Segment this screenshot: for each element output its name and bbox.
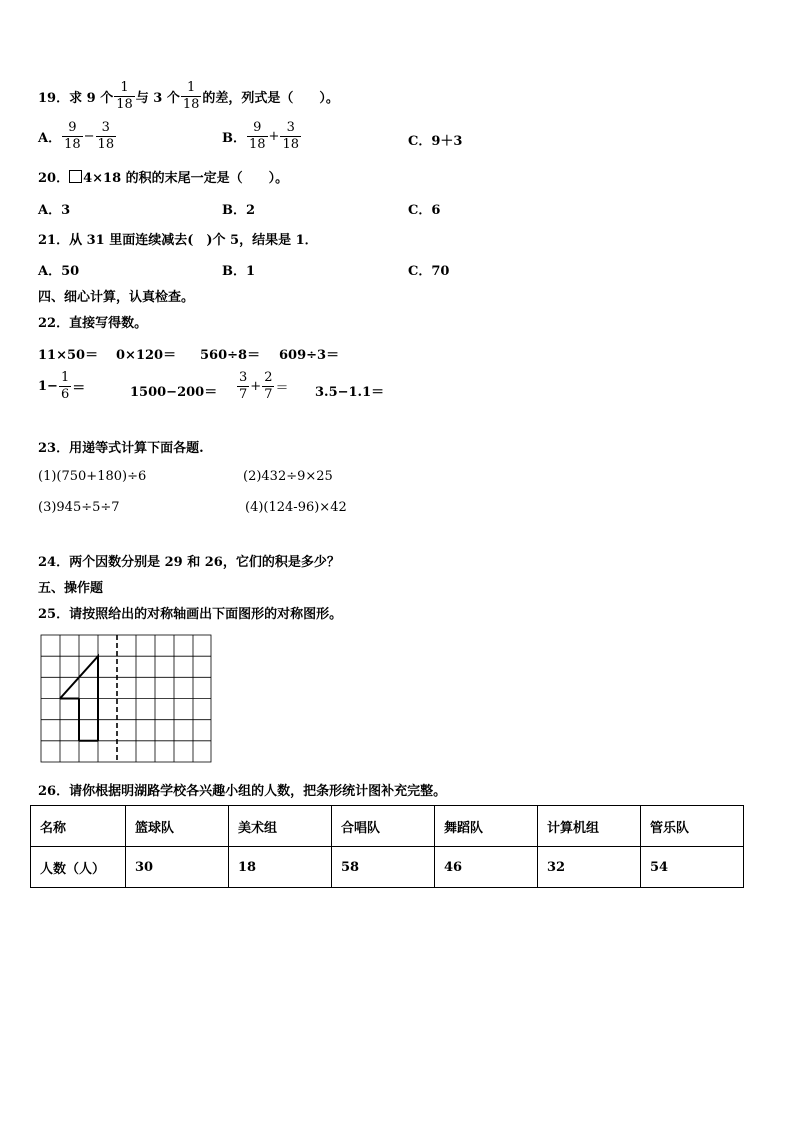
q23-problem-3: (3)945÷5÷7 <box>38 500 120 515</box>
q22-expr-1: 11×50＝ <box>38 348 99 363</box>
option-fraction: $\frac{3}{18}$ <box>97 120 115 152</box>
q22-expr-6: 1500−200＝ <box>130 385 218 400</box>
q20-text: 4×18 的积的末尾一定是（ ）。 <box>83 171 289 186</box>
table-cell: 舞蹈队 <box>435 806 538 847</box>
symmetry-grid[interactable] <box>40 634 214 765</box>
q20-option-b[interactable]: B．2 <box>222 203 256 218</box>
q24-text: 24．两个因数分别是 29 和 26，它们的积是多少？ <box>38 555 340 570</box>
table-cell: 46 <box>435 847 538 888</box>
q23-title: 23．用递等式计算下面各题. <box>38 441 204 456</box>
table-row <box>31 847 744 888</box>
q20-option-a[interactable]: A．3 <box>38 203 71 218</box>
q23-problem-1: (1)(750+180)÷6 <box>38 469 147 484</box>
q19-text-b: 与 3 个 <box>135 91 180 106</box>
q21-option-b[interactable]: B．1 <box>222 264 256 279</box>
table-cell: 32 <box>538 847 641 888</box>
q20-number: 20． <box>38 171 70 186</box>
table-header-row <box>31 806 744 847</box>
blank-box-icon <box>69 170 82 183</box>
option-label: B． <box>222 131 246 146</box>
expr-equals: ＝ <box>72 381 86 396</box>
table-cell: 54 <box>641 847 744 888</box>
q19-option-a[interactable] <box>38 120 117 153</box>
expr-fraction: $\frac{3}{7}$ <box>239 370 248 402</box>
section-4-heading: 四、细心计算，认真检查。 <box>38 290 195 305</box>
q22-expr-3: 560÷8＝ <box>200 348 261 363</box>
q22-expr-4: 609÷3＝ <box>279 348 340 363</box>
q23-problem-2: (2)432÷9×25 <box>243 469 333 484</box>
q25-text: 25．请按照给出的对称轴画出下面图形的对称图形。 <box>38 607 343 622</box>
table-cell: 30 <box>126 847 229 888</box>
table-cell: 58 <box>332 847 435 888</box>
table-cell: 人数（人） <box>31 847 126 888</box>
table-cell: 篮球队 <box>126 806 229 847</box>
option-label: A． <box>38 131 62 146</box>
q19-fraction-2: $\frac{1}{18}$ <box>182 80 200 112</box>
table-cell: 计算机组 <box>538 806 641 847</box>
q21-option-c[interactable]: C．70 <box>408 264 450 279</box>
table-cell: 合唱队 <box>332 806 435 847</box>
q22-expr-7 <box>236 370 288 403</box>
expr-fraction: $\frac{1}{6}$ <box>60 370 70 402</box>
q19-option-c[interactable]: C．9＋3 <box>408 134 463 149</box>
q21-option-a[interactable]: A．50 <box>38 264 80 279</box>
expr-fraction: $\frac{2}{7}$ <box>264 370 273 402</box>
q22-expr-8: 3.5−1.1＝ <box>315 385 385 400</box>
operator: + <box>268 129 280 144</box>
q22-expr-2: 0×120＝ <box>116 348 177 363</box>
q19-text-c: 的差，列式是（ ）。 <box>202 91 339 106</box>
table-cell: 18 <box>229 847 332 888</box>
option-fraction: $\frac{3}{18}$ <box>282 120 299 152</box>
q22-expr-5 <box>38 370 85 403</box>
interest-group-table <box>30 805 744 888</box>
operator: − <box>83 129 95 144</box>
section-5-heading: 五、操作题 <box>38 581 104 596</box>
q23-problem-4: (4)(124-96)×42 <box>245 500 347 515</box>
expr-equals: ＝ <box>275 381 289 396</box>
q19-option-b[interactable] <box>222 120 302 153</box>
expr-text: 1− <box>38 379 58 394</box>
q19-text-a: 求 9 个 <box>69 91 114 106</box>
q21-stem: 21．从 31 里面连续减去( )个 5，结果是 1． <box>38 233 318 248</box>
q20-stem <box>38 167 288 186</box>
q22-title: 22．直接写得数。 <box>38 316 148 331</box>
table-cell: 名称 <box>31 806 126 847</box>
q19-number: 19． <box>38 91 70 106</box>
operator: + <box>250 379 262 394</box>
q20-option-c[interactable]: C．6 <box>408 203 441 218</box>
option-fraction: $\frac{9}{18}$ <box>64 120 81 152</box>
option-fraction: $\frac{9}{18}$ <box>249 120 266 152</box>
table-cell: 美术组 <box>229 806 332 847</box>
table-cell: 管乐队 <box>641 806 744 847</box>
q19-stem <box>38 80 339 113</box>
q19-fraction-1: $\frac{1}{18}$ <box>116 80 133 112</box>
q26-text: 26．请你根据明湖路学校各兴趣小组的人数，把条形统计图补充完整。 <box>38 784 447 799</box>
